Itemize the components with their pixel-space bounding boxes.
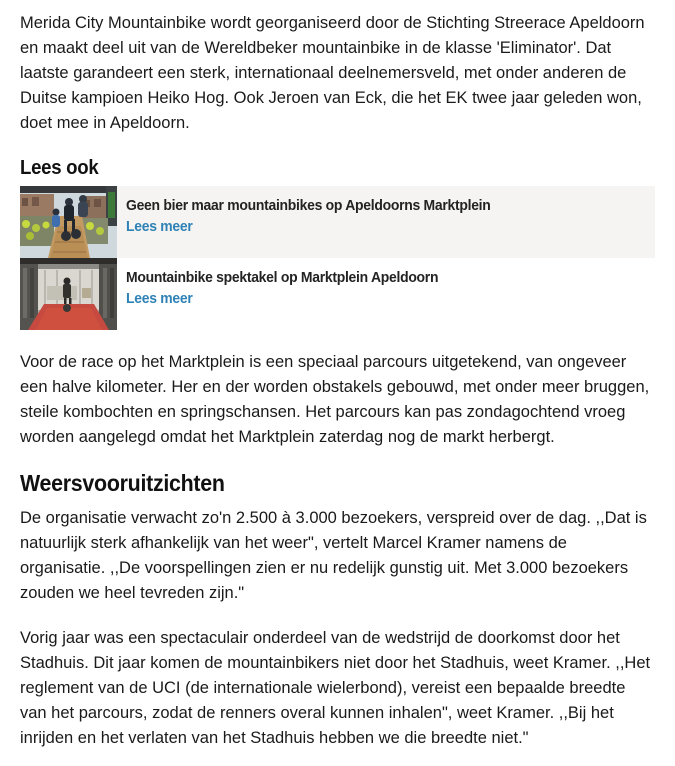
article-paragraph: Voor de race op het Marktplein is een speciaal parcours uitgetekend, van ongeveer een halve kilometer. Her en der worden obstakels gebouwd, met onder meer bruggen, steile kombochten en springschansen. Het parcours kan pas zondagochtend vroeg worden aangelegd omdat het Marktplein zaterdag nog de markt herbergt. <box>20 353 650 446</box>
weather-section-heading: Weersvooruitzichten <box>20 470 225 496</box>
related-article-text <box>117 258 474 330</box>
lees-meer-link[interactable]: Lees meer <box>126 290 193 307</box>
ramp-race-thumbnail-image[interactable] <box>20 186 117 258</box>
article-paragraph: De organisatie verwacht zo'n 2.500 à 3.000 bezoekers, verspreid over de dag. ,,Dat is natuurlijk sterk afhankelijk van het weer", vertelt Marcel Kramer namens de organisatie. ,,De voorspellingen zien er nu redelijk gunstig uit. Met 3.000 bezoekers zouden we heel tevreden zijn." <box>20 509 647 602</box>
article-paragraph: Merida City Mountainbike wordt georganiseerd door de Stichting Streerace Apeldoorn en maakt deel uit van de Wereldbeker mountainbike in de klasse 'Eliminator'. Dat laatste garandeert een sterk, internationaal deelnemersveld, met onder anderen de Duitse kampioen Heiko Hog. Ook Jeroen van Eck, die het EK twee jaar geleden won, doet mee in Apeldoorn. <box>20 14 645 132</box>
related-articles-list <box>20 186 655 330</box>
red-carpet-thumbnail-image[interactable] <box>20 258 117 330</box>
related-article-item[interactable] <box>20 186 655 258</box>
related-article-title[interactable]: Mountainbike spektakel op Marktplein Apeldoorn <box>126 269 439 286</box>
article-paragraph: Vorig jaar was een spectaculair onderdeel van de wedstrijd de doorkomst door het Stadhuis. Dit jaar komen de mountainbikers niet door het Stadhuis, weet Kramer. ,,Het reglement van de UCI (de internationale wielerbond), vereist een bepaalde breedte van het parcours, zodat de renners overal kunnen inhalen", weet Kramer. ,,Bij het inrijden en het verlaten van het Stadhuis hebben we die breedte niet." <box>20 629 651 747</box>
lees-meer-link[interactable]: Lees meer <box>126 218 193 235</box>
related-article-title[interactable]: Geen bier maar mountainbikes op Apeldoorns Marktplein <box>126 197 491 214</box>
lees-ook-heading: Lees ook <box>20 157 99 179</box>
related-article-text <box>117 186 530 258</box>
related-article-item[interactable] <box>20 258 655 330</box>
